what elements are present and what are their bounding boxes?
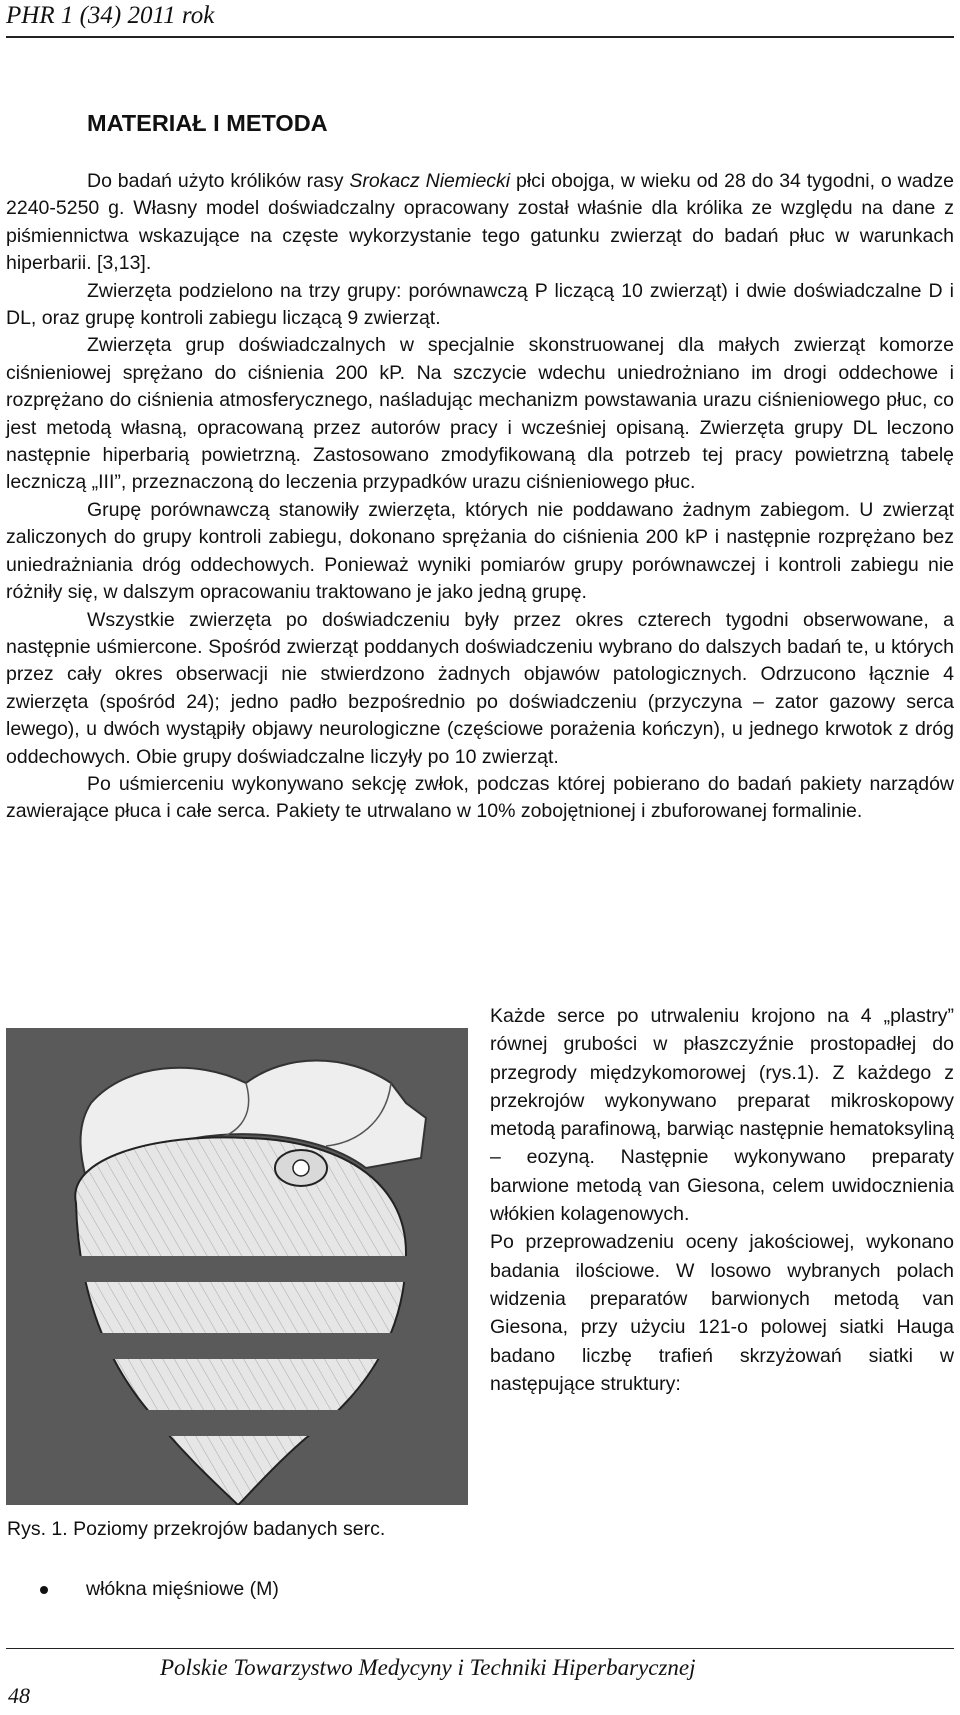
heart-section-figure xyxy=(6,1028,468,1505)
side-column xyxy=(490,1002,954,1398)
section-gap-1 xyxy=(66,1256,416,1282)
section-gap-2 xyxy=(66,1333,416,1359)
bullet-icon xyxy=(40,1586,48,1594)
breed-name: Srokacz Niemiecki xyxy=(349,170,511,192)
running-header: PHR 1 (34) 2011 rok xyxy=(6,2,215,29)
page-number: 48 xyxy=(8,1683,30,1708)
section-heading: MATERIAŁ I METODA xyxy=(87,110,328,136)
paragraph-autopsy: Po uśmierceniu wykonywano sekcję zwłok, podczas której pobierano do badań pakiety narządów zawierające płuca i całe serca. Pakiety te utrwalano w 10% zobojętnionej i zbuforowanej formalinie. xyxy=(6,772,954,823)
section-gap-3 xyxy=(66,1410,416,1436)
paragraph-sectioning: Każde serce po utrwaleniu krojono na 4 „plastry” równej grubości w płaszczyźnie prostopadłej do przegrody międzykomorowej (rys.1). Z każdego z przekrojów wykonywano preparat mikroskopowy metodą parafinową, barwiąc następnie hematoksyliną – eozyną. Następnie wykonywano preparaty barwione metodą van Giesona, celem uwidocznienia włókien kolagenowych. xyxy=(490,1005,954,1226)
paragraph-materials: Do badań użyto królików rasy Srokacz Niemiecki płci obojga, w wieku od 28 do 34 tygodni, o wadze 2240-5250 g. Własny model doświadczalny opracowany został właśnie dla królika ze względu na dane z piśmiennictwa wskazujące na częste wykorzystanie tego gatunku zwierząt do badań płuc w warunkach hiperbarii. [3,13]. xyxy=(6,170,954,275)
paragraph-groups: Zwierzęta podzielono na trzy grupy: porównawczą P liczącą 10 zwierząt) i dwie doświadczalne D i DL, oraz grupę kontroli zabiegu liczącą 9 zwierząt. xyxy=(6,279,954,330)
figure-caption: Rys. 1. Poziomy przekrojów badanych serc. xyxy=(7,1518,386,1540)
paragraph-control: Grupę porównawczą stanowiły zwierzęta, których nie poddawano żadnym zabiegom. U zwierząt zaliczonych do grupy kontroli zabiegu, dokonano sprężania do ciśnienia 200 kP i następnie rozprężano bez uniedrażniania dróg oddechowych. Ponieważ wyniki pomiarów grupy porównawczej i kontroli zabiegu nie różniły się, w dalszym opracowaniu traktowano je jako jedną grupę. xyxy=(6,498,954,604)
footer-journal: Polskie Towarzystwo Medycyny i Techniki Hiperbarycznej xyxy=(160,1655,696,1680)
paragraph-observation: Wszystkie zwierzęta po doświadczeniu były przez okres czterech tygodni obserwowane, a następnie uśmiercone. Spośród zwierząt poddanych doświadczeniu wybrano do dalszych badań te, u których przez cały okres obserwacji nie stwierdzono żadnych objawów patologicznych. Odrzucono łącznie 4 zwierzęta (spośród 24); jedno padło bezpośrednio po doświadczeniu (przyczyna – zator gazowy serca lewego), u dwóch wystąpiły objawy neurologiczne (częściowe porażenia kończyn), u jednego krwotok z dróg oddechowych. Obie grupy doświadczalne liczyły po 10 zwierząt. xyxy=(6,608,954,768)
header-divider xyxy=(6,36,954,38)
footer-divider xyxy=(6,1648,954,1649)
bullet-label: włókna mięśniowe (M) xyxy=(86,1578,279,1600)
paragraph-quantitative: Po przeprowadzeniu oceny jakościowej, wykonano badania ilościowe. W losowo wybranych polach widzenia preparatów barwionych metodą van Giesona, przy użyciu 121-o polowej siatki Hauga badano liczbę trafień skrzyżowań siatki w następujące struktury: xyxy=(490,1231,954,1395)
heart-illustration xyxy=(6,1028,468,1505)
paragraph-procedure: Zwierzęta grup doświadczalnych w specjalnie skonstruowanej dla małych zwierząt komorze ciśnieniowej sprężano do ciśnienia 200 kP. Na szczycie wdechu uniedrożniano im drogi oddechowe i rozprężano do ciśnienia atmosferycznego, naśladując mechanizm powstawania urazu ciśnieniowego płuc, co jest metodą własną, opracowaną przez autorów pracy i wcześniej opisaną. Zwierzęta grupy DL leczono następnie hiperbarią powietrzną. Zastosowano zmodyfikowaną dla potrzeb tej pracy powietrzną tabelę leczniczą „III”, przeznaczoną do leczenia przypadków urazu ciśnieniowego płuc. xyxy=(6,334,954,494)
heart-body xyxy=(66,1128,416,1505)
main-text xyxy=(6,168,954,826)
bullet-item xyxy=(40,1578,279,1601)
